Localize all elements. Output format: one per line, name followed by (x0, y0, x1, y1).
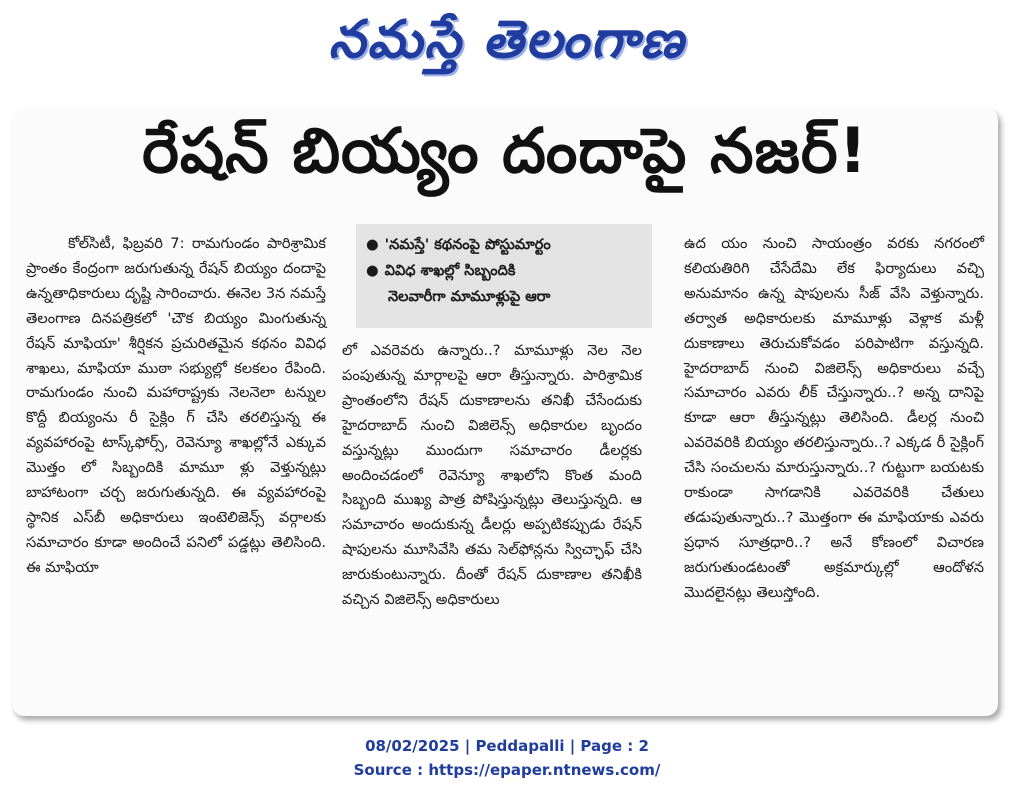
headline: రేషన్ బియ్యం దందాపై నజర్! (142, 114, 868, 187)
article-text: కోల్‌సిటీ, ఫిబ్రవరి 7: రామగుండం పారిశ్రామిక ప్రాంతం కేంద్రంగా జరుగుతున్న రేషన్ బియ్యం దందాపై ఉన్నతాధికారులు దృష్టి సారించారు. ఈనెల 3న నమస్తే తెలంగాణ దినపత్రికలో 'చౌక బియ్యం మింగుతున్న రేషన్ మాఫియా' శీర్షికన ప్రచురితమైన కథనం వివిధ శాఖలు, మాఫియా ముఠా సభ్యుల్లో కలకలం రేపింది. రామగుండం నుంచి మహారాష్ట్రకు నెలనెలా టన్నుల కొద్దీ బియ్యంను రీ సైక్లిం గ్ చేసి తరలిస్తున్న ఈ వ్యవహారంపై టాస్క్‌ఫోర్స్, రెవెన్యూ శాఖల్లోనే ఎక్కువ మొత్తం లో సిబ్బందికి మామూ ళ్లు వెళ్తున్నట్లు బాహాటంగా చర్చ జరుగుతున్నది. ఈ వ్యవహారంపై స్థానిక ఎస్‌బీ అధికారులు ఇంటెలిజెన్స్ వర్గాలకు సమాచారం కూడా అందించే పనిలో పడ్డట్లు తెలిసింది. ఈ మాఫియా (26, 235, 326, 576)
article-column-3 (684, 232, 984, 606)
bullet-icon: ● (366, 263, 379, 279)
pullout-text: 'నమస్తే' కథనంపై పోస్టుమార్టం (384, 237, 551, 253)
masthead (0, 0, 1014, 96)
article-text: ఉద యం నుంచి సాయంత్రం వరకు నగరంలో కలియతిరిగి చేసేదేమి లేక ఫిర్యాదులు వచ్చి అనుమానం ఉన్న షాపులను సీజ్ వేసి వెళ్తున్నారు. తర్వాత అధికారులకు మామూళ్లు వెళ్లాక మళ్లీ దుకాణాలు తెరుచుకోవడం పరిపాటిగా వస్తున్నది. హైదరాబాద్ నుంచి విజిలెన్స్ అధికారులు వచ్చే సమాచారం ఎవరు లీక్ చేస్తున్నారు..? అన్న దానిపై కూడా ఆరా తీస్తున్నట్లు తెలిసింది. డీలర్ల నుంచి ఎవరెవరికి బియ్యం తరలిస్తున్నారు..? ఎక్కడ రీ సైక్లింగ్ చేసి సంచులను మారుస్తున్నారు..? గుట్టుగా బయటకు రాకుండా సాగడానికి ఎవరెవరికి చేతులు తడుపుతున్నారు..? మొత్తంగా ఈ మాఫియాకు ఎవరు ప్రధాన సూత్రధారి..? అనే కోణంలో విచారణ జరుగుతుండటంతో అక్రమార్కుల్లో ఆందోళన మొదలైనట్లు తెలుస్తోంది. (684, 235, 984, 601)
pullout-text-continued: నెలవారీగా మామూళ్లుపై ఆరా (388, 289, 551, 305)
pullout-box (356, 224, 652, 328)
pullout-item (366, 258, 642, 284)
footer-date-line: 08/02/2025 | Peddapalli | Page : 2 (365, 737, 649, 755)
article-column-1 (26, 232, 326, 581)
pullout-item (366, 232, 642, 258)
pullout-text: వివిధ శాఖల్లో సిబ్బందికి (384, 263, 516, 279)
article-text: లో ఎవరెవరు ఉన్నారు..? మామూళ్లు నెల నెల పంపుతున్న మార్గాలపై ఆరా తీస్తున్నారు. పారిశ్రామిక ప్రాంతంలోని రేషన్ దుకాణాలను తనిఖీ చేసేందుకు హైదరాబాద్ నుంచి విజిలెన్స్ అధికారుల బృందం వస్తున్నట్లు ముందుగా సమాచారం డీలర్లకు అందించడంలో రెవెన్యూ శాఖలోని కొంత మంది సిబ్బంది ముఖ్య పాత్ర పోషిస్తున్నట్లు తెలుస్తున్నది. ఆ సమాచారం అందుకున్న డీలర్లు అప్పటికప్పుడు రేషన్ షాపులను మూసివేసి తమ సెల్‌ఫోన్లను స్విచ్ఛాఫ్ చేసి జారుకుంటున్నారు. దీంతో రేషన్ దుకాణాల తనిఖీకి వచ్చిన విజిలెన్స్ అధికారులు (342, 342, 642, 609)
footer (0, 734, 1014, 782)
footer-source-line: Source : https://epaper.ntnews.com/ (353, 761, 661, 779)
bullet-icon: ● (366, 237, 379, 253)
masthead-logo: నమస్తే తెలంగాణ (328, 10, 686, 70)
news-clipping (12, 108, 998, 716)
article-column-2 (342, 339, 642, 613)
